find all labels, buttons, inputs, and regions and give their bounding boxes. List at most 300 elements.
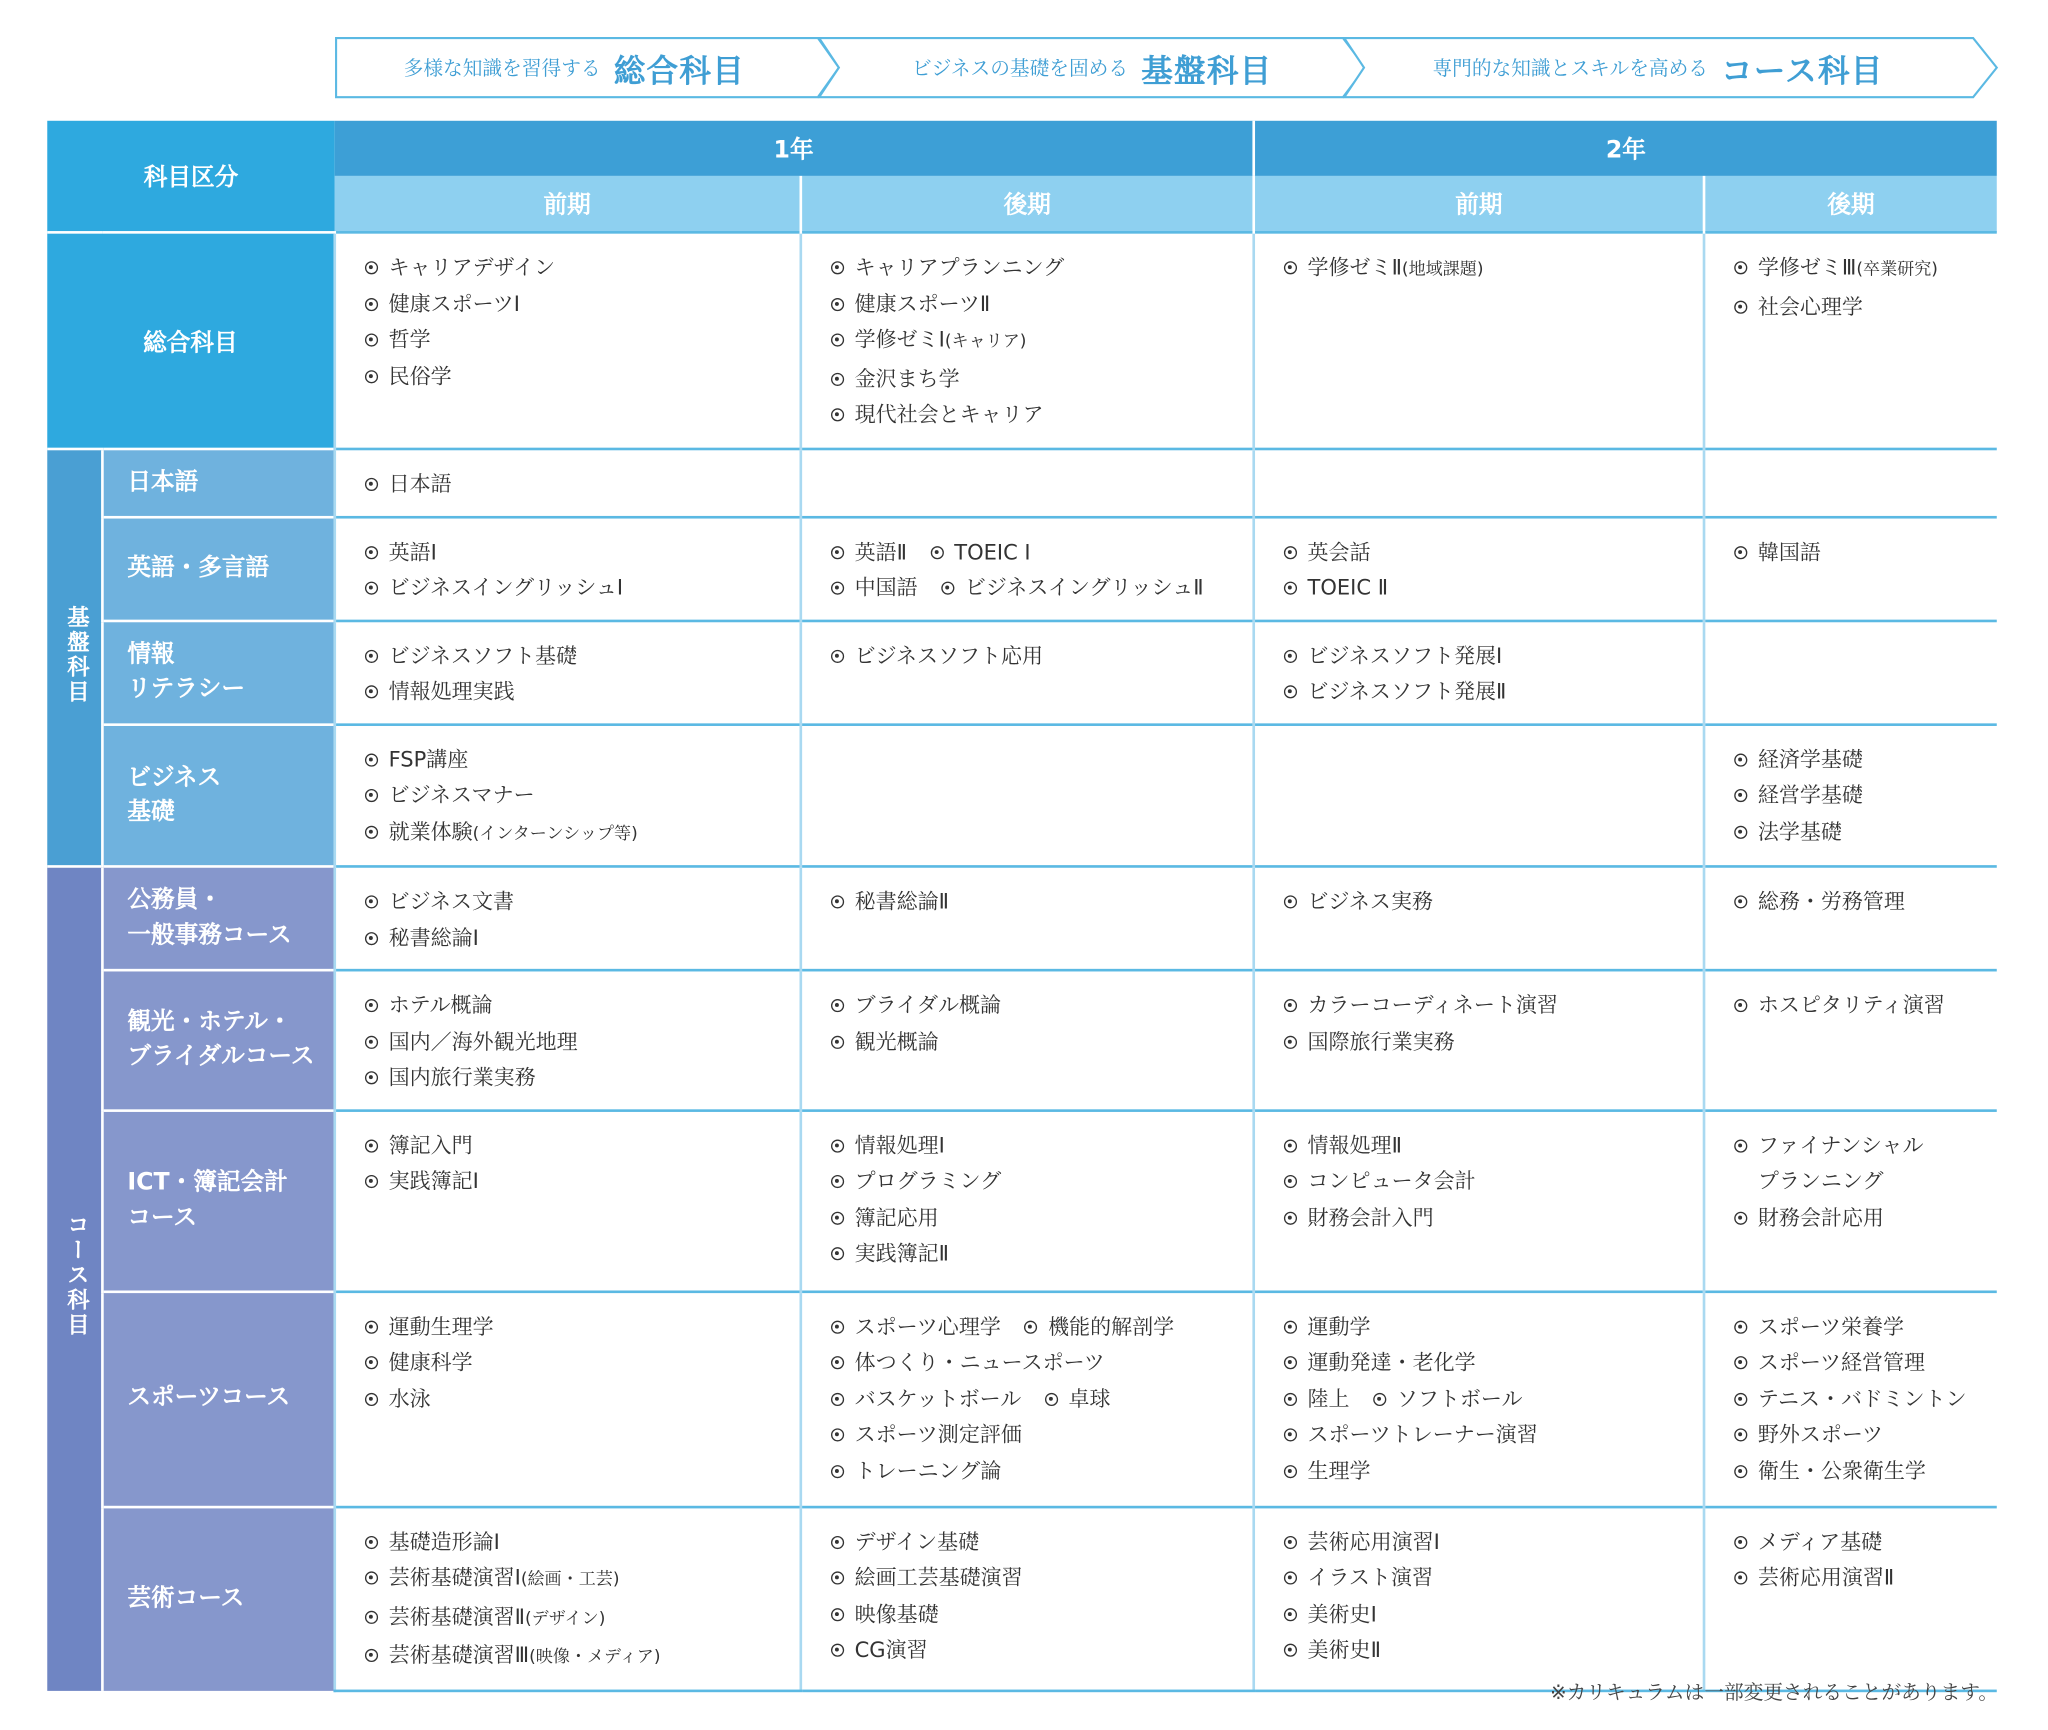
subcategory-komuin [102, 866, 334, 970]
course-item-text: 美術史Ⅱ [1307, 1637, 1381, 1663]
course-item-text: TOEIC Ⅰ [954, 538, 1031, 564]
table-row-info [47, 620, 1997, 724]
course-item [1734, 1199, 1983, 1235]
bullet-icon [1284, 1464, 1297, 1477]
course-item-text: ビジネスソフト応用 [854, 642, 1044, 668]
course-item-text: 陸上 [1307, 1385, 1350, 1411]
course-cell [335, 620, 801, 724]
bullet-icon [365, 297, 378, 310]
subcategory-label-line: ブライダルコース [127, 1042, 315, 1071]
bullet-icon [1284, 1211, 1297, 1224]
course-item [831, 360, 1239, 396]
course-item [831, 1127, 1239, 1163]
bullet-icon [831, 1428, 844, 1441]
bullet-icon [365, 1071, 378, 1084]
course-item [1284, 673, 1690, 709]
bullet-icon [1734, 1428, 1747, 1441]
bullet-icon [365, 1571, 378, 1584]
course-cell [801, 1291, 1254, 1506]
course-item [831, 1417, 1239, 1453]
course-item-text: 卓球 [1068, 1385, 1111, 1411]
course-cell [1704, 517, 1997, 621]
course-item-text: 簿記入門 [388, 1132, 473, 1158]
header-term-2-first: 前期 [1254, 176, 1704, 232]
course-item-text: スポーツ経営管理 [1757, 1349, 1926, 1375]
course-item-text: 運動生理学 [388, 1313, 494, 1339]
course-item-text: ファイナンシャル [1757, 1132, 1924, 1158]
course-item-text: 学修ゼミⅠ [854, 326, 945, 352]
course-cell [1704, 866, 1997, 970]
course-item [365, 813, 786, 852]
course-item-text: ホスピタリティ演習 [1757, 992, 1945, 1018]
bullet-icon [831, 1644, 844, 1657]
course-item-text: 中国語 [854, 575, 918, 600]
subcategory-label-line: 一般事務コース [127, 920, 292, 949]
bullet-icon [1284, 649, 1297, 662]
course-item [1024, 1313, 1174, 1338]
bullet-icon [1284, 1035, 1297, 1048]
course-item-text: コンピュータ会計 [1307, 1168, 1476, 1194]
table-row-business [47, 724, 1997, 866]
bullet-icon [831, 1608, 844, 1621]
course-item-text: ホテル概論 [388, 992, 493, 1018]
course-item [831, 249, 1239, 285]
course-item [831, 1163, 1239, 1199]
bullet-icon [365, 370, 378, 383]
subcategory-art [102, 1506, 334, 1690]
course-cell [1704, 1291, 1997, 1506]
course-item-text: スポーツ栄養学 [1757, 1313, 1905, 1339]
course-item [365, 1560, 786, 1599]
course-item [365, 637, 786, 673]
bullet-icon [1284, 999, 1297, 1012]
course-cell [801, 1506, 1254, 1690]
bullet-icon [365, 1175, 378, 1188]
course-item-text: 学修ゼミⅡ [1307, 254, 1402, 280]
bullet-icon [1734, 261, 1747, 274]
course-cell [801, 1110, 1254, 1291]
course-item [1734, 1127, 1983, 1163]
bullet-icon [365, 685, 378, 698]
course-item [1284, 1524, 1690, 1560]
course-item-text: 情報処理Ⅰ [854, 1132, 945, 1158]
course-item [831, 1023, 1239, 1059]
bullet-icon [1734, 1211, 1747, 1224]
course-cell [335, 1506, 801, 1690]
course-item-pair [831, 534, 1239, 570]
course-item-text: 総務・労務管理 [1757, 888, 1905, 914]
course-cell [1704, 970, 1997, 1110]
course-item-text: 情報処理実践 [388, 678, 515, 704]
course-item-text: 野外スポーツ [1757, 1421, 1884, 1447]
header-term-1-second: 後期 [801, 176, 1254, 232]
table-row-english [47, 517, 1997, 621]
banner-arrow-course [1343, 37, 1999, 99]
course-item [831, 575, 918, 600]
bullet-icon [831, 333, 844, 346]
course-item [1734, 1453, 1983, 1489]
course-item-text: プログラミング [854, 1168, 1002, 1194]
course-item [1284, 1560, 1690, 1596]
bullet-icon [1284, 685, 1297, 698]
course-item-text: 英語Ⅰ [388, 538, 437, 564]
course-item-pair [831, 1308, 1239, 1344]
course-item-pair [1284, 1380, 1690, 1416]
course-cell [1254, 724, 1704, 866]
course-item [1284, 249, 1690, 288]
course-item-text: 芸術基礎演習Ⅲ [388, 1642, 530, 1668]
course-item-text: 観光概論 [854, 1028, 939, 1054]
course-item-text: 国際旅行業実務 [1307, 1028, 1455, 1054]
course-cell [801, 970, 1254, 1110]
course-item [1373, 1386, 1522, 1411]
course-item-text: 実践簿記Ⅱ [854, 1240, 950, 1266]
bullet-icon [831, 261, 844, 274]
bullet-icon [1734, 1464, 1747, 1477]
course-item-text: 健康スポーツⅠ [388, 290, 520, 316]
banner-title: コース科目 [1721, 52, 1884, 90]
course-item [365, 1344, 786, 1380]
bullet-icon [365, 478, 378, 491]
course-item [365, 1023, 786, 1059]
course-item [1284, 1308, 1690, 1344]
course-item-text: ソフトボール [1396, 1385, 1523, 1411]
course-item-text: 運動学 [1307, 1313, 1371, 1339]
course-item [1734, 741, 1983, 777]
course-item-text: 金沢まち学 [854, 365, 960, 391]
course-item-text: 実践簿記Ⅰ [388, 1168, 479, 1194]
bullet-icon [831, 999, 844, 1012]
course-item [365, 987, 786, 1023]
bullet-icon [365, 895, 378, 908]
course-item-text: 簿記応用 [854, 1204, 939, 1230]
course-cell [335, 1110, 801, 1291]
bullet-icon [831, 1392, 844, 1405]
bullet-icon [831, 1211, 844, 1224]
course-item [1284, 884, 1690, 920]
course-item-text: FSP講座 [388, 746, 469, 772]
course-cell [1254, 1110, 1704, 1291]
course-item-text: 機能的解剖学 [1048, 1313, 1175, 1339]
course-item [1284, 637, 1690, 673]
course-item [365, 358, 786, 394]
course-item [1734, 249, 1983, 288]
course-item-text: 美術史Ⅰ [1307, 1600, 1377, 1626]
banner-arrow-sogo [335, 37, 840, 99]
course-item-text: 現代社会とキャリア [854, 401, 1044, 427]
course-item [1284, 1632, 1690, 1668]
course-item [365, 1380, 786, 1416]
course-cell [801, 449, 1254, 517]
course-cell [801, 620, 1254, 724]
course-item [1284, 534, 1690, 570]
course-item-text: スポーツ測定評価 [854, 1421, 1022, 1447]
course-item [831, 1453, 1239, 1489]
course-item [1734, 884, 1983, 920]
bullet-icon [831, 1035, 844, 1048]
course-item-text: ブライダル概論 [854, 992, 1002, 1018]
course-item-text: CG演習 [854, 1637, 928, 1663]
bullet-icon [1734, 300, 1747, 313]
bullet-icon [1284, 1320, 1297, 1333]
course-item [365, 534, 786, 570]
bullet-icon [1284, 1175, 1297, 1188]
course-item [1734, 1344, 1983, 1380]
bullet-icon [1284, 1428, 1297, 1441]
bullet-icon [1284, 1571, 1297, 1584]
course-item-text: 哲学 [388, 326, 431, 352]
course-item-text: 健康スポーツⅡ [854, 290, 991, 316]
course-item [1734, 987, 1983, 1023]
course-cell [1254, 970, 1704, 1110]
course-item-text: 水泳 [388, 1385, 431, 1411]
group-kiban [47, 449, 102, 866]
course-item [831, 987, 1239, 1023]
course-item-note: (映像・メディア) [529, 1647, 661, 1668]
bullet-icon [1045, 1392, 1058, 1405]
subcategory-label-line: スポーツコース [127, 1384, 291, 1412]
subcategory-label-line: 基礎 [127, 797, 175, 826]
course-item-text: ビジネスイングリッシュⅡ [964, 575, 1204, 600]
course-item [365, 1637, 786, 1676]
footnote: ※カリキュラムは一部変更されることがあります。 [1550, 1680, 1999, 1705]
bullet-icon [1284, 895, 1297, 908]
course-item [365, 286, 786, 322]
course-item-note: (絵画・工芸) [520, 1570, 620, 1590]
bullet-icon [1284, 1392, 1297, 1405]
bullet-icon [1734, 1356, 1747, 1369]
course-cell [1254, 1506, 1704, 1690]
bullet-icon [365, 1649, 378, 1662]
course-item [1284, 987, 1690, 1023]
course-cell [335, 970, 801, 1110]
course-item-continued: プランニング [1757, 1168, 1884, 1194]
course-item-text: ビジネスソフト基礎 [388, 642, 578, 668]
course-item [1734, 1524, 1983, 1560]
course-item-text: ビジネス実務 [1307, 888, 1433, 914]
course-item [831, 539, 907, 564]
bullet-icon [365, 649, 378, 662]
bullet-icon [1284, 1608, 1297, 1621]
bullet-icon [831, 582, 844, 595]
course-item [365, 1598, 786, 1637]
course-item [1734, 813, 1983, 849]
bullet-icon [365, 333, 378, 346]
course-item-text: 英語Ⅱ [854, 538, 908, 564]
subcategory-label-line: コース [127, 1203, 198, 1231]
course-cell [1254, 517, 1704, 621]
course-item [1284, 1386, 1350, 1411]
course-item [831, 1344, 1239, 1380]
course-item [1734, 1560, 1983, 1596]
course-item-text: 経済学基礎 [1757, 746, 1863, 772]
course-item-text: 日本語 [388, 471, 452, 497]
banner-title: 総合科目 [613, 52, 746, 90]
course-cell [1704, 1110, 1997, 1291]
bullet-icon [1024, 1320, 1037, 1333]
subcategory-business [102, 724, 334, 866]
course-item-pair [831, 570, 1239, 606]
course-item-text: 芸術基礎演習Ⅱ [388, 1603, 525, 1629]
bullet-icon [831, 372, 844, 385]
course-item-text: スポーツ心理学 [854, 1313, 1001, 1339]
bullet-icon [1734, 825, 1747, 838]
bullet-icon [1734, 999, 1747, 1012]
subcategory-label-line: ビジネス [127, 763, 222, 792]
course-item-text: 秘書総論Ⅱ [854, 888, 950, 914]
course-item-text: イラスト演習 [1307, 1564, 1433, 1590]
course-cell [801, 866, 1254, 970]
course-item [1045, 1386, 1111, 1411]
course-item [1284, 570, 1690, 606]
course-item [1734, 1308, 1983, 1344]
bullet-icon [831, 1139, 844, 1152]
header-term-1-first: 前期 [335, 176, 801, 232]
subcategory-label-line: 公務員・ [127, 886, 222, 915]
bullet-icon [831, 649, 844, 662]
bullet-icon [365, 1035, 378, 1048]
bullet-icon [1284, 1535, 1297, 1548]
bullet-icon [365, 753, 378, 766]
course-cell [1704, 620, 1997, 724]
subcategory-sports [102, 1291, 334, 1506]
subcategory-label-line: 芸術コース [127, 1584, 245, 1613]
course-item [365, 322, 786, 358]
course-item [931, 539, 1031, 564]
header-term-2-second: 後期 [1704, 176, 1997, 232]
course-item-text: 財務会計入門 [1307, 1204, 1434, 1230]
bullet-icon [831, 1464, 844, 1477]
table-row-japanese [47, 449, 1997, 517]
course-item-text: カラーコーディネート演習 [1307, 992, 1558, 1018]
course-item [1734, 288, 1983, 324]
course-item [365, 570, 786, 606]
subcategory-kanko [102, 970, 334, 1110]
course-item [1284, 1453, 1690, 1489]
banner-arrow-kiban [818, 37, 1367, 99]
course-cell [801, 232, 1254, 449]
course-item [831, 1386, 1021, 1411]
bullet-icon [365, 1610, 378, 1623]
course-item [365, 884, 786, 920]
course-item-text: キャリアプランニング [854, 254, 1065, 280]
banner-sub: 専門的な知識とスキルを高める [1432, 56, 1708, 81]
course-cell [1254, 449, 1704, 517]
course-item-text: 芸術応用演習Ⅱ [1757, 1564, 1895, 1590]
course-item-text: トレーニング論 [854, 1457, 1002, 1483]
bullet-icon [365, 582, 378, 595]
course-item-text: 基礎造形論Ⅰ [388, 1528, 500, 1554]
course-cell [1704, 449, 1997, 517]
bullet-icon [365, 545, 378, 558]
bullet-icon [1734, 753, 1747, 766]
course-item [831, 1235, 1239, 1271]
course-item [1284, 1417, 1690, 1453]
course-cell [1704, 232, 1997, 449]
course-cell [801, 724, 1254, 866]
bullet-icon [831, 1175, 844, 1188]
course-item-text: 国内旅行業実務 [388, 1064, 536, 1090]
bullet-icon [1734, 1392, 1747, 1405]
bullet-icon [365, 1535, 378, 1548]
course-item [831, 286, 1239, 322]
bullet-icon [1734, 545, 1747, 558]
course-cell [1254, 232, 1704, 449]
course-item [1284, 1596, 1690, 1632]
course-item [1734, 534, 1983, 570]
bullet-icon [1284, 261, 1297, 274]
course-item-text: ビジネスソフト発展Ⅱ [1307, 678, 1507, 704]
course-cell [1254, 866, 1704, 970]
course-item-text: 衛生・公衆衛生学 [1757, 1457, 1926, 1483]
course-item-text: ビジネス文書 [388, 888, 515, 914]
bullet-icon [831, 1320, 844, 1333]
bullet-icon [365, 261, 378, 274]
group-kiban-label: 基盤科目 [62, 604, 89, 705]
subcategory-label-line: リテラシー [127, 674, 246, 703]
bullet-icon [365, 1320, 378, 1333]
course-item [365, 249, 786, 285]
bullet-icon [365, 789, 378, 802]
course-item [365, 1059, 786, 1095]
course-item-text: キャリアデザイン [388, 254, 556, 280]
bullet-icon [1373, 1392, 1386, 1405]
course-item [1734, 777, 1983, 813]
bullet-icon [831, 1535, 844, 1548]
banner-title: 基盤科目 [1141, 52, 1273, 90]
course-item-text: 就業体験 [388, 818, 473, 844]
bullet-icon [1734, 1571, 1747, 1584]
course-item-text: 韓国語 [1757, 538, 1821, 564]
subcategory-info [102, 620, 334, 724]
course-item [365, 1163, 786, 1199]
bullet-icon [1284, 582, 1297, 595]
bullet-icon [831, 545, 844, 558]
subcategory-label-line: 日本語 [127, 468, 199, 496]
course-cell [335, 449, 801, 517]
bullet-icon [1734, 1320, 1747, 1333]
course-item [1284, 1199, 1690, 1235]
subcategory-ict [102, 1110, 334, 1291]
course-item-text: ビジネスイングリッシュⅠ [388, 575, 624, 600]
course-item [365, 1524, 786, 1560]
course-item [831, 396, 1239, 432]
course-item [365, 673, 786, 709]
course-cell [801, 517, 1254, 621]
course-item-note: (インターンシップ等) [472, 823, 638, 844]
course-item-text: 運動発達・老化学 [1307, 1349, 1476, 1375]
subcategory-label-line: 情報 [127, 640, 175, 669]
table-row-sports [47, 1291, 1997, 1506]
course-item [831, 637, 1239, 673]
course-item-text: 英会話 [1307, 538, 1371, 564]
subcategory-label-line: 観光・ホテル・ [127, 1008, 292, 1037]
course-cell [1704, 724, 1997, 866]
banner-sub: ビジネスの基礎を固める [912, 56, 1129, 81]
course-item-text: 芸術応用演習Ⅰ [1307, 1528, 1440, 1554]
course-item [831, 1313, 1001, 1338]
group-course-label: コース科目 [62, 1213, 89, 1339]
course-item-text: 健康科学 [388, 1349, 473, 1375]
course-cell [335, 866, 801, 970]
course-item [1284, 1127, 1690, 1163]
course-item [831, 1199, 1239, 1235]
course-item-text: 映像基礎 [854, 1600, 939, 1626]
course-cell [1704, 1506, 1997, 1690]
course-item-text: ビジネスマナー [388, 782, 535, 808]
course-item-text: TOEIC Ⅱ [1307, 575, 1389, 600]
course-item [831, 1524, 1239, 1560]
